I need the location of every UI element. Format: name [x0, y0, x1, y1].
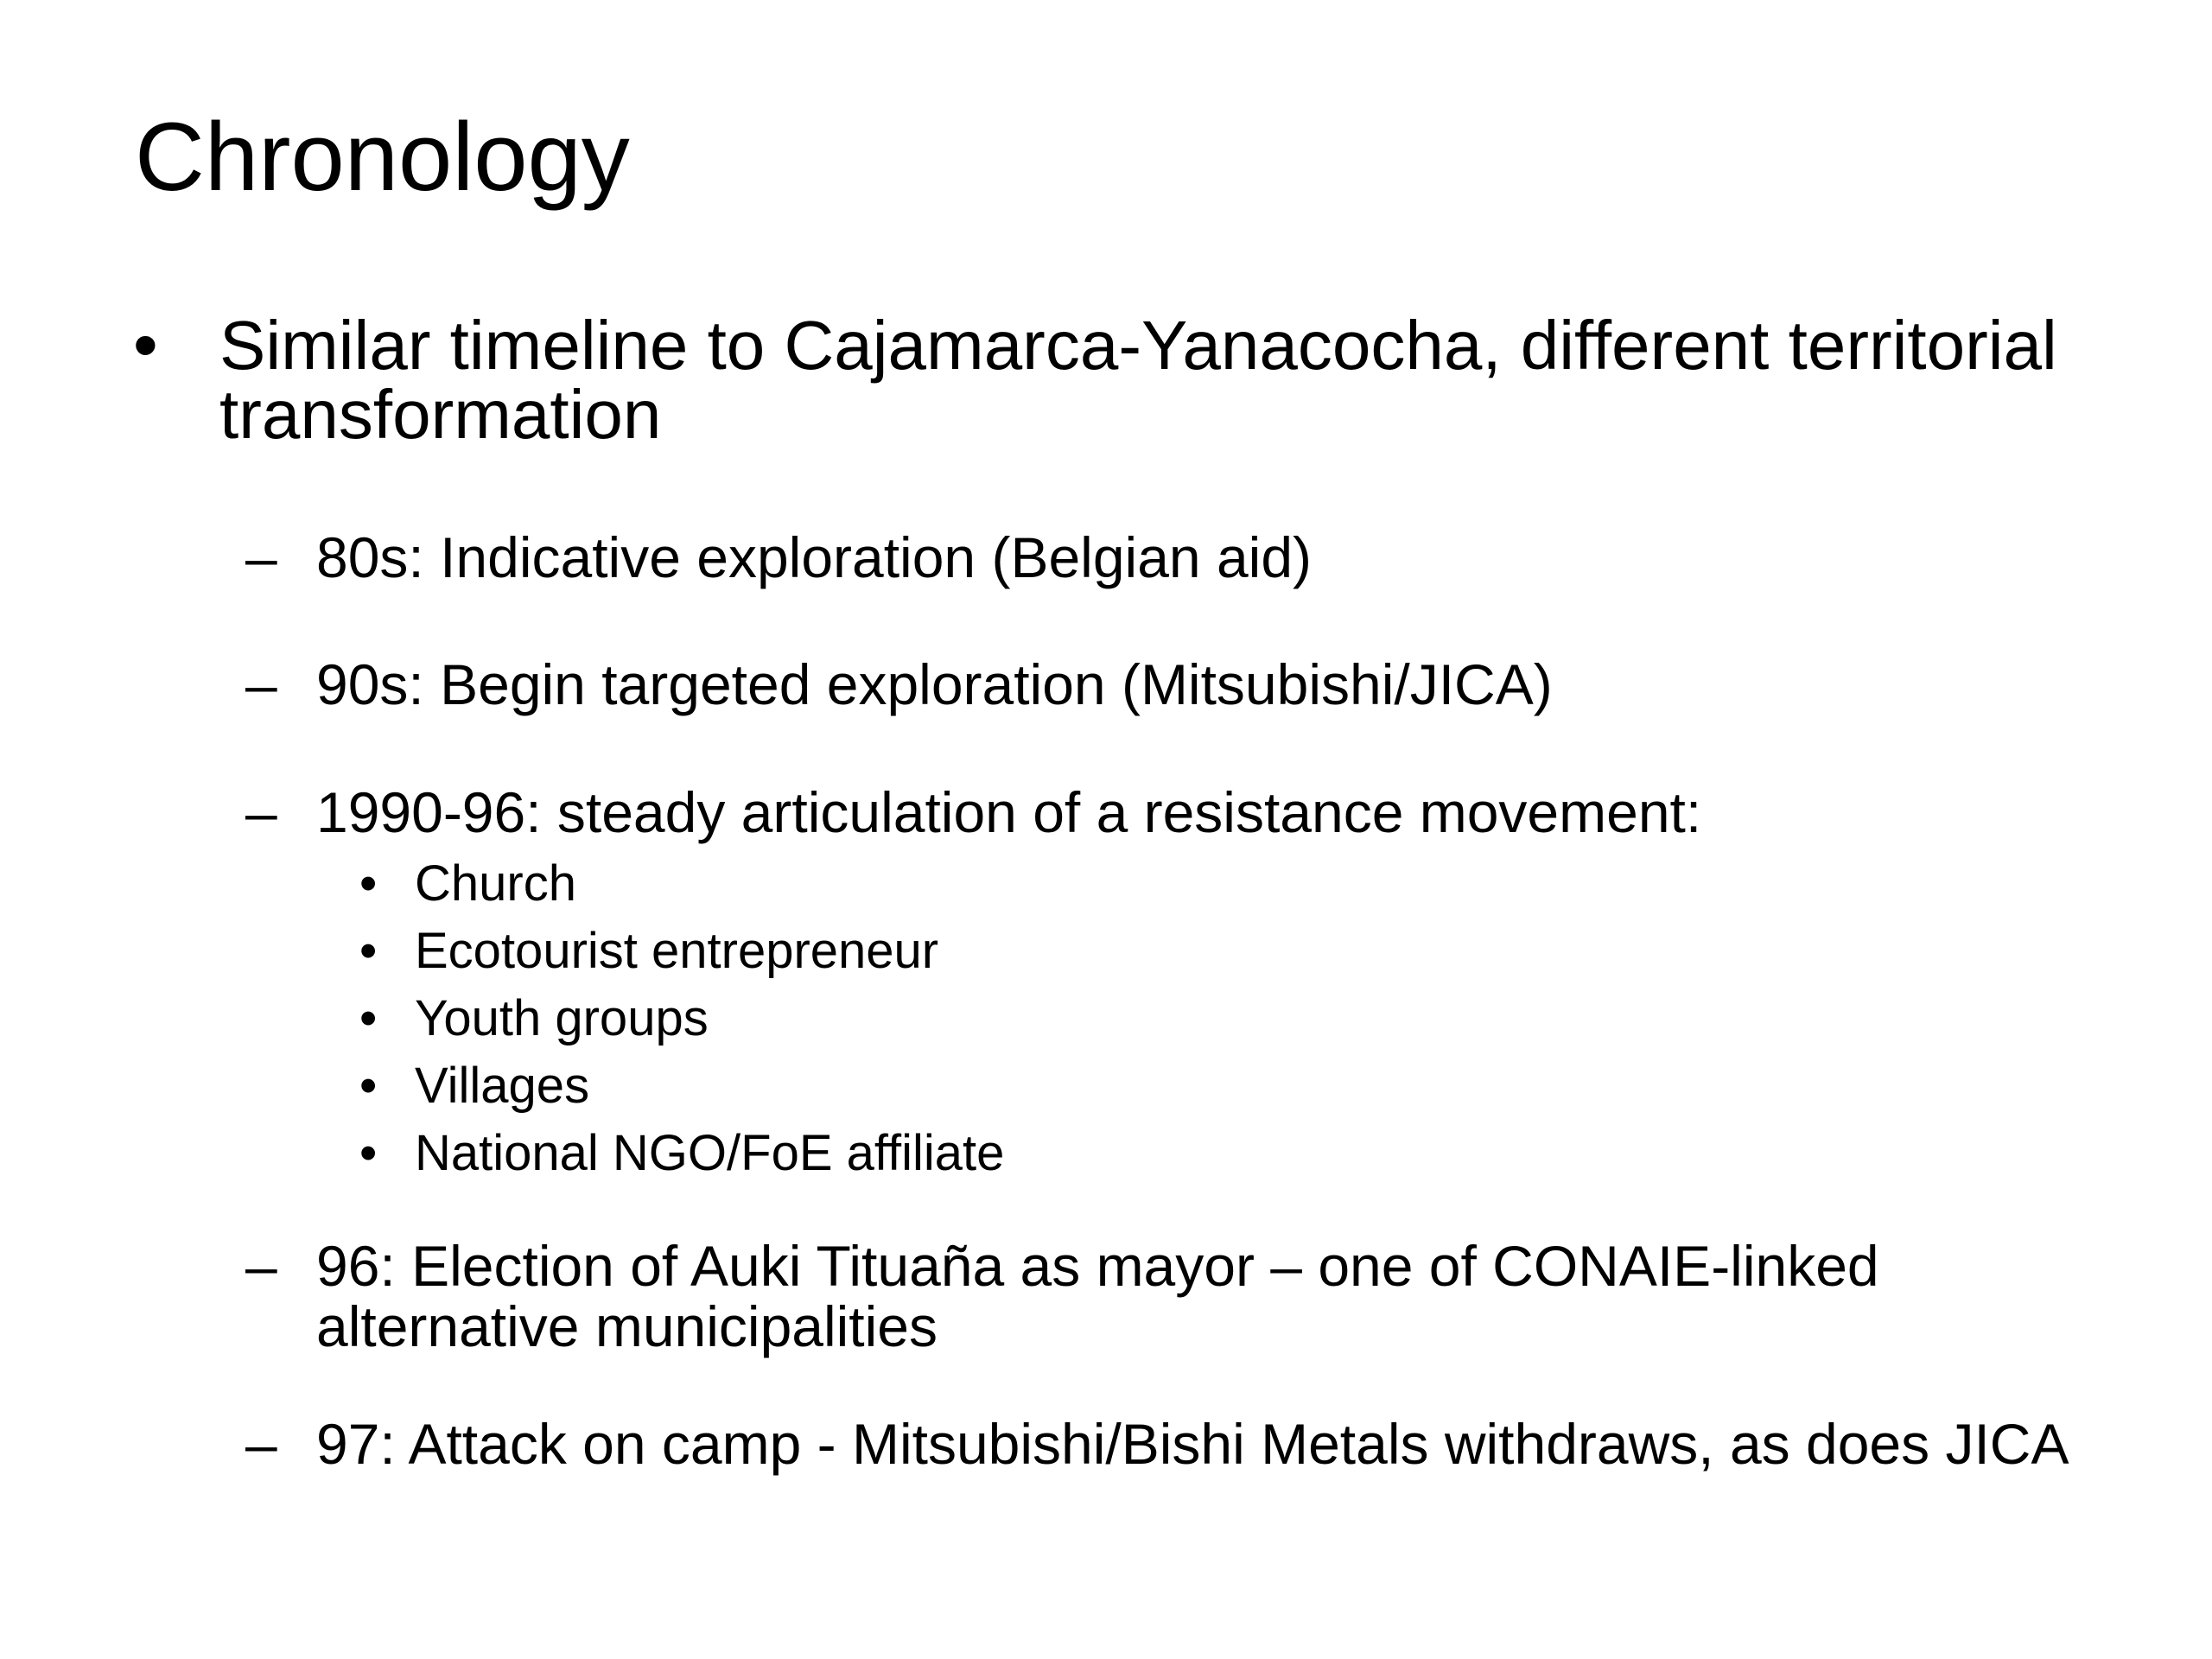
movement-item-text: National NGO/FoE affiliate — [415, 1125, 1005, 1181]
dash-marker: – — [245, 652, 277, 716]
movement-item-church — [359, 850, 2088, 918]
movement-item-youth — [359, 985, 2088, 1052]
dash-marker: – — [245, 780, 277, 844]
slide-title: Chronology — [135, 103, 630, 211]
timeline-item-text: 1990-96: steady articulation of a resistance movement: — [316, 780, 1702, 844]
timeline-item-80s — [245, 527, 2129, 588]
bullet-marker: • — [359, 855, 378, 912]
movement-item-ngo — [359, 1120, 2088, 1187]
bullet-marker: • — [359, 990, 378, 1046]
movement-item-villages — [359, 1052, 2088, 1120]
bullet-marker: • — [359, 1125, 378, 1181]
dash-marker: – — [245, 1234, 277, 1298]
movement-item-text: Church — [415, 855, 576, 912]
timeline-item-1990-96 — [245, 782, 2129, 842]
main-bullet — [133, 306, 2120, 453]
dash-marker: – — [245, 525, 277, 589]
timeline-item-96 — [245, 1236, 2112, 1357]
main-bullet-text: Similar timeline to Cajamarca-Yanacocha, different territorial transformation — [219, 307, 2057, 453]
movement-item-ecotourist — [359, 918, 2088, 985]
movement-item-text: Villages — [415, 1058, 590, 1114]
timeline-item-97 — [245, 1414, 2112, 1474]
movement-item-text: Youth groups — [415, 990, 709, 1046]
bullet-marker: • — [133, 306, 158, 385]
timeline-item-text: 97: Attack on camp - Mitsubishi/Bishi Metals withdraws, as does JICA — [316, 1412, 2069, 1476]
movement-item-text: Ecotourist entrepreneur — [415, 923, 939, 979]
timeline-item-text: 80s: Indicative exploration (Belgian aid) — [316, 525, 1313, 589]
timeline-item-text: 96: Election of Auki Tituaña as mayor – one of CONAIE-linked alternative municipalities — [316, 1234, 1879, 1358]
bullet-marker: • — [359, 923, 378, 979]
timeline-item-text: 90s: Begin targeted exploration (Mitsubishi/JICA) — [316, 652, 1553, 716]
dash-marker: – — [245, 1412, 277, 1476]
timeline-item-90s — [245, 654, 2129, 715]
bullet-marker: • — [359, 1058, 378, 1114]
